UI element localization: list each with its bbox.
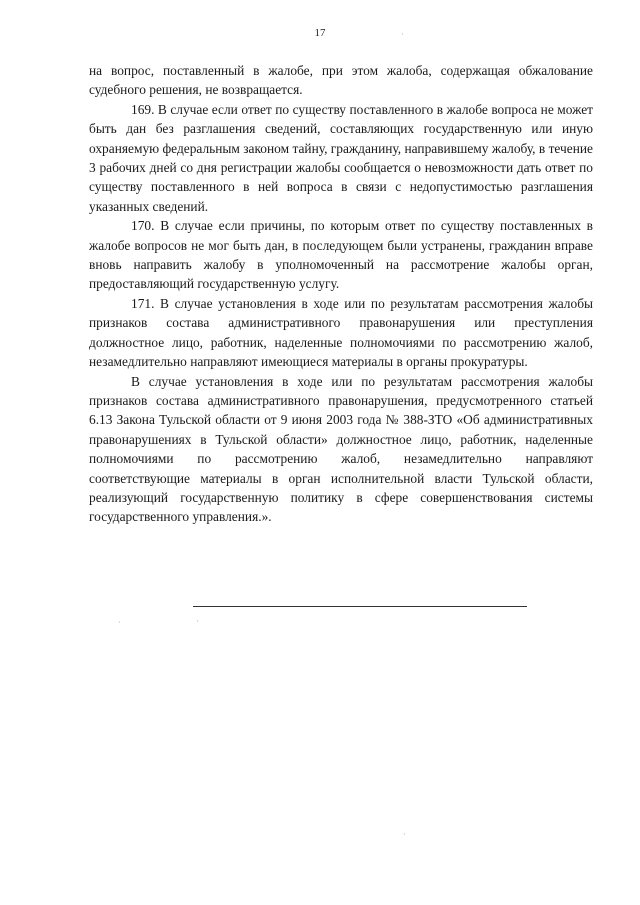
paragraph-item-171: 171. В случае установления в ходе или по результатам рассмотрения жалобы признаков состава административного правонарушения или преступления должностное лицо, работник, наделенные полномочиями по рассмотрению жалоб, незамедлительно направляют имеющиеся материалы в органы прокуратуры. <box>89 295 593 370</box>
paragraph-item-169: 169. В случае если ответ по существу поставленного в жалобе вопроса не может быть дан без разглашения сведений, составляющих государственную или иную охраняемую федеральным законом тайну, гражданину, направившему жалобу, в течение 3 рабочих дней со дня регистрации жалобы сообщается о невозможности дать ответ по существу поставленного в ней вопроса в связи с недопустимостью разглашения указанных сведений. <box>89 101 593 214</box>
paragraph-continuation: на вопрос, поставленный в жалобе, при этом жалоба, содержащая обжалование судебного решения, не возвращается. <box>89 63 593 98</box>
scan-speck: · <box>196 617 199 626</box>
paragraph-item-171-part-2: В случае установления в ходе или по результатам рассмотрения жалобы признаков состава административного правонарушения, предусмотренного статьей 6.13 Закона Тульской области от 9 июня 2003 года № 388-ЗТО «Об административных правонарушениях в Тульской области» должностное лицо, работник, наделенные полномочиями по рассмотрению жалоб, незамедлительно направляют соответствующие материалы в орган исполнительной власти Тульской области, реализующий государственную политику в сфере совершенствования системы государственного управления.». <box>89 373 593 525</box>
scan-speck: · <box>118 618 121 627</box>
scan-speck: · <box>403 830 406 839</box>
page-number: 17 <box>314 27 326 39</box>
end-divider-line <box>193 606 527 607</box>
document-body <box>89 61 593 527</box>
scan-speck: · <box>401 30 404 39</box>
paragraph-item-170: 170. В случае если причины, по которым ответ по существу поставленных в жалобе вопросов не мог быть дан, в последующем были устранены, гражданин вправе вновь направить жалобу в уполномоченный на рассмотрение жалобы орган, предоставляющий государственную услугу. <box>89 218 593 292</box>
